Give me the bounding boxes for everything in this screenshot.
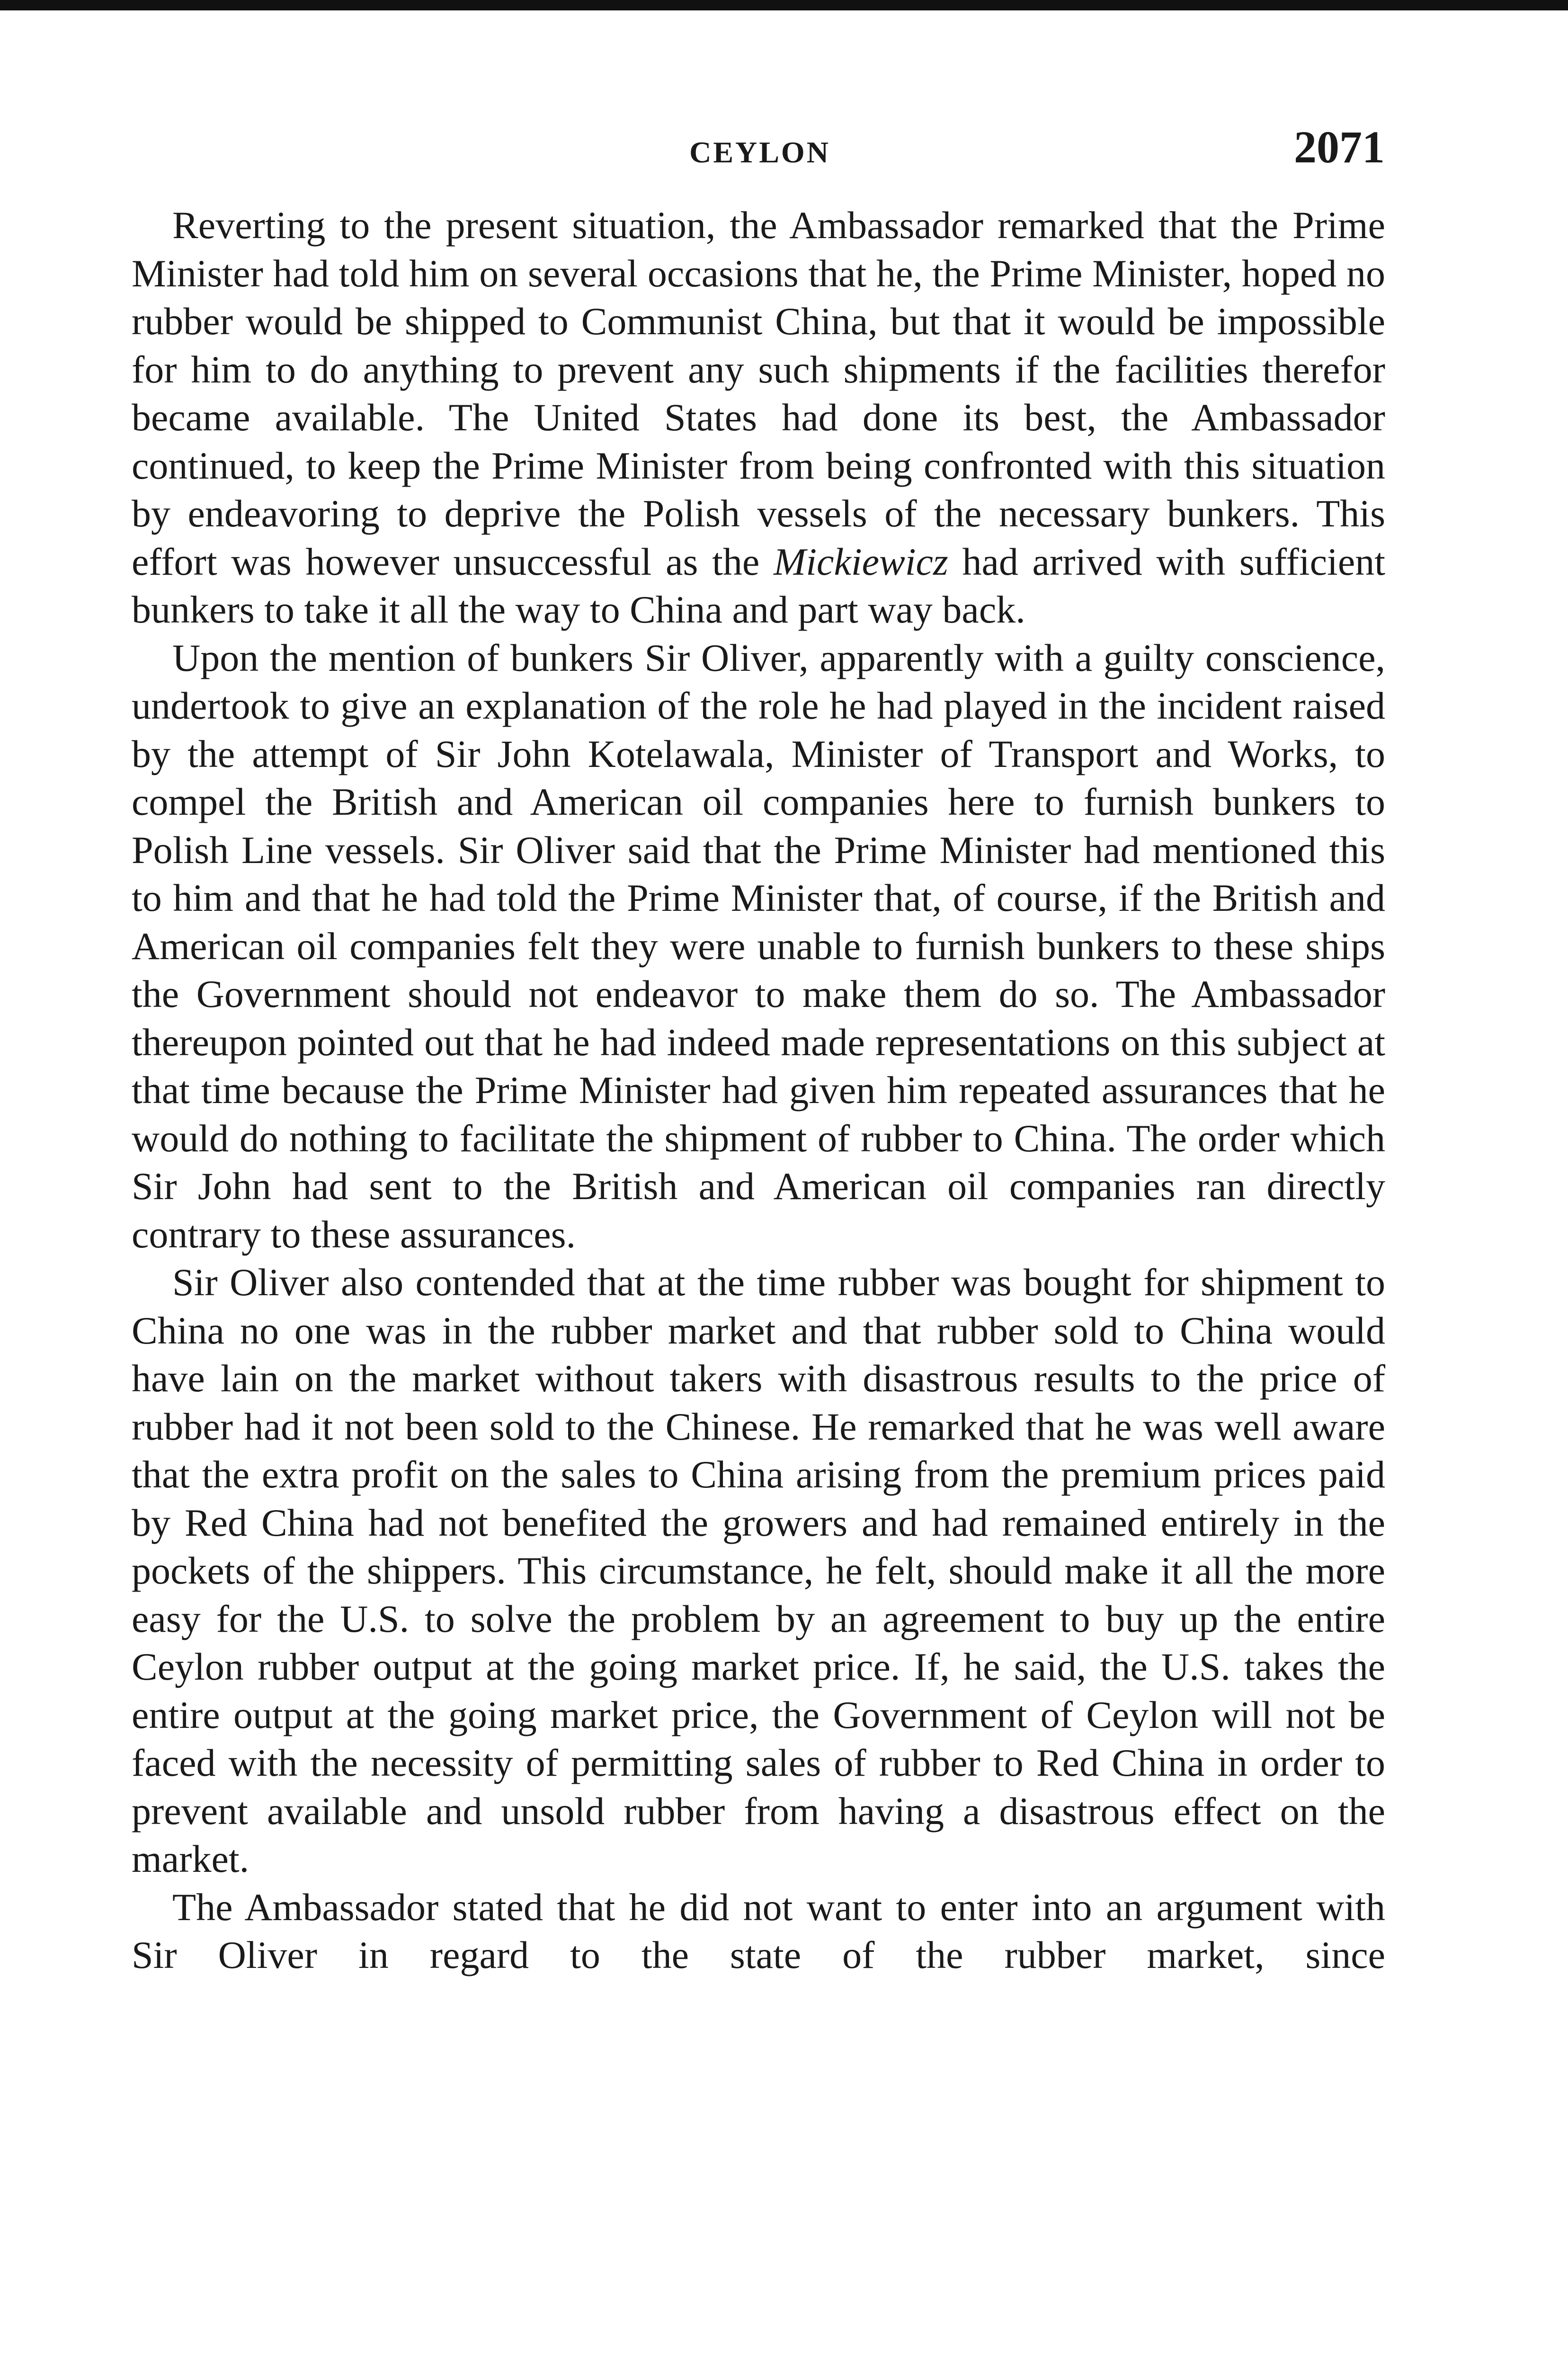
page-header xyxy=(135,121,1385,178)
top-edge-rule xyxy=(0,0,1568,10)
paragraph-4: The Ambassador stated that he did not want to enter into an argument with Sir Oliver in regard to the state of the rubber market, since xyxy=(132,1885,1385,1976)
paragraph-2: Upon the mention of bunkers Sir Oliver, apparently with a guilty conscience, undertook to give an explanation of the role he had played in the incident raised by the attempt of Sir John Kotelawala, Minister of Transport and Works, to compel the British and American oil companies here to furnish bunkers to Polish Line vessels. Sir Oliver said that the Prime Minister had mentioned this to him and that he had told the Prime Minister that, of course, if the British and American oil companies felt they were unable to furnish bunkers to these ships the Government should not endeavor to make them do so. The Ambassador thereupon pointed out that he had indeed made representations on this subject at that time because the Prime Minister had given him repeated assurances that he would do nothing to facilitate the shipment of rubber to China. The order which Sir John had sent to the British and American oil companies ran directly contrary to these assurances. xyxy=(132,636,1385,1256)
running-title: CEYLON xyxy=(689,135,830,169)
paragraph-1-text-before: Reverting to the present situation, the Ambassador remarked that the Prime Minister had told him on several occasions that he, the Prime Minister, hoped no rubber would be shipped to Communist China, but that it would be impossible for him to do anything to prevent any such shipments if the facilities therefor became available. The United States had done its best, the Ambassador continued, to keep the Prime Minister from being confronted with this situation by endeavoring to deprive the Polish vessels of the necessary bunkers. This effort was however unsuccessful as the xyxy=(132,204,1385,583)
ship-name-italic: Mickiewicz xyxy=(773,540,948,583)
paragraph-3: Sir Oliver also contended that at the time rubber was bought for shipment to China no one was in the rubber market and that rubber sold to China would have lain on the market without takers with disastrous results to the price of rubber had it not been sold to the Chinese. He remarked that he was well aware that the extra profit on the sales to China arising from the premium prices paid by Red China had not benefited the growers and had remained entirely in the pockets of the shippers. This circumstance, he felt, should make it all the more easy for the U.S. to solve the problem by an agreement to buy up the entire Ceylon rubber output at the going market price. If, he said, the U.S. takes the entire output at the going market price, the Government of Ceylon will not be faced with the necessity of permitting sales of rubber to Red China in order to prevent available and unsold rubber from having a disastrous effect on the market. xyxy=(132,1261,1385,1880)
page-number: 2071 xyxy=(1294,122,1385,172)
paragraph-1 xyxy=(132,201,1385,634)
body-text xyxy=(132,201,1385,1979)
paragraph-1-text-after: had arrived with sufficient bunkers to take it all the way to China and part way back. xyxy=(132,540,1386,631)
